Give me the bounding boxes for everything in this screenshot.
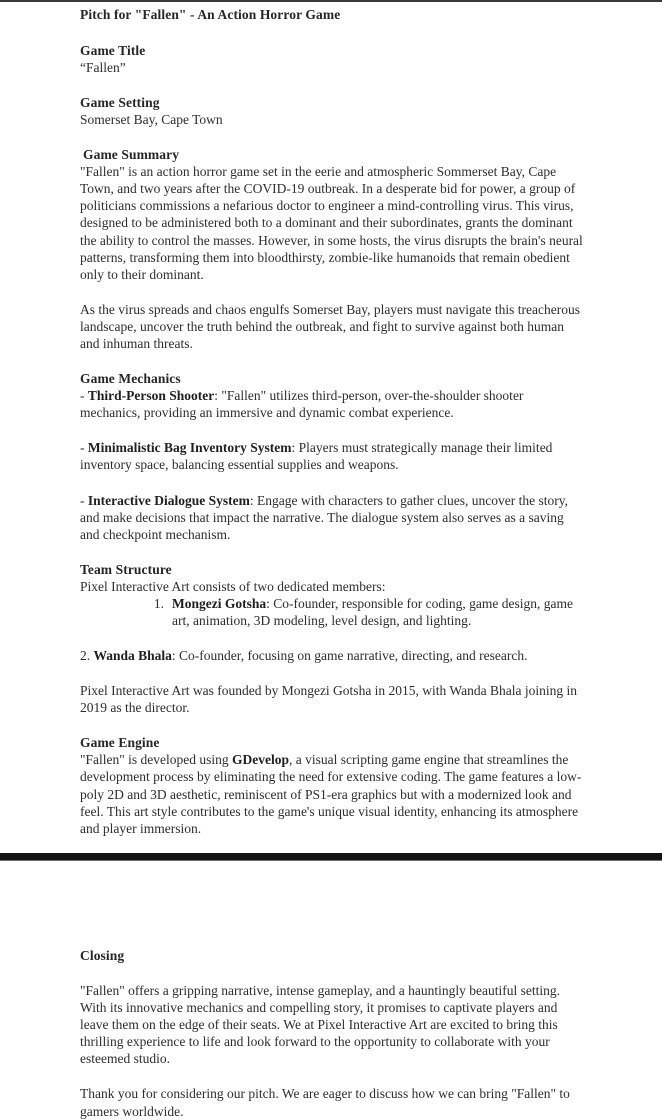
engine-text-after: , a visual scripting game engine that streamlines the development process by eliminating the need for extensive coding. The game features a low-poly 2D and 3D aesthetic, reminiscent of PS1-era graphics but with a modernized look and feel. This art style contributes to the game's unique visual identity, enhancing its atmosphere and player immersion.: [80, 752, 582, 836]
mechanic-text: : "Fallen" utilizes third-person, over-the-shoulder shooter mechanics, providing an immersive and dynamic combat experience.: [80, 388, 524, 421]
mechanic-item: [80, 387, 583, 421]
mechanic-label: Interactive Dialogue System: [87, 492, 250, 508]
mechanic-label: Third-Person Shooter: [87, 388, 215, 404]
engine-text-before: "Fallen" is developed using: [80, 752, 233, 768]
game-summary-paragraph-2: As the virus spreads and chaos engulfs Somerset Bay, players must navigate this treacherous landscape, uncover the truth behind the outbreak, and fight to survive against both human and inhuman threats.: [80, 301, 581, 352]
member-name: Wanda Bhala: [93, 648, 172, 664]
page-title: Pitch for "Fallen" - An Action Horror Game: [80, 7, 341, 22]
mechanic-label: Minimalistic Bag Inventory System: [87, 440, 292, 456]
list-item: [142, 595, 583, 629]
game-setting-value: Somerset Bay, Cape Town: [80, 112, 223, 128]
document-page-one: [0, 2, 662, 853]
list-marker: 2.: [80, 648, 94, 664]
spacer: [80, 76, 583, 94]
team-member-two: [80, 647, 583, 664]
game-engine-paragraph: [80, 751, 583, 836]
document-page-two: [0, 861, 662, 1120]
spacer: [80, 716, 583, 734]
member-name: Mongezi Gotsha: [172, 595, 267, 611]
game-summary-paragraph-1: "Fallen" is an action horror game set in the eerie and atmospheric Sommerset Bay, Cape Town, and two years after the COVID-19 outbreak. In a desperate bid for power, a group of politicians commissions a nefarious doctor to engineer a mind-controlling virus. This virus, designed to be administered both to a dominant and their subordinates, grants the dominant the ability to control the masses. However, in some hosts, the virus disrupts the brain's neural patterns, transforming them into bloodthirsty, zombie-like humanoids that remain obedient only to their dominant.: [80, 164, 583, 282]
section-heading-game-setting: Game Setting: [80, 95, 160, 111]
closing-paragraph-1: "Fallen" offers a gripping narrative, intense gameplay, and a hauntingly beautiful setting. With its innovative mechanics and compelling story, it promises to captivate players and leave them on the edge of their seats. We at Pixel Interactive Art are excited to bring this thrilling experience to life and look forward to the opportunity to collaborate with your esteemed studio.: [80, 983, 561, 1067]
list-marker: 1.: [153, 595, 164, 611]
mechanic-prefix: -: [80, 388, 88, 404]
page-break-separator: [0, 853, 662, 861]
member-role: : Co-founder, focusing on game narrative, directing, and research.: [171, 648, 528, 664]
game-title-value: “Fallen”: [80, 60, 126, 75]
closing-paragraph-2: Thank you for considering our pitch. We are eager to discuss how we can bring "Fallen" to gamers worldwide.: [80, 1086, 570, 1119]
team-structure-intro: Pixel Interactive Art consists of two dedicated members:: [80, 578, 386, 594]
section-heading-team-structure: Team Structure: [80, 561, 172, 577]
section-heading-game-engine: Game Engine: [80, 735, 160, 751]
mechanic-item: [80, 439, 583, 473]
section-heading-game-mechanics: Game Mechanics: [80, 371, 181, 387]
spacer: [80, 352, 583, 370]
engine-name: GDevelop: [232, 752, 290, 768]
founding-note: Pixel Interactive Art was founded by Mongezi Gotsha in 2015, with Wanda Bhala joining in 2019 as the director.: [80, 683, 577, 716]
spacer: [80, 543, 583, 561]
mechanic-text: : Engage with characters to gather clues, uncover the story, and make decisions that impact the narrative. The dialogue system also serves as a saving and checkpoint mechanism.: [80, 492, 568, 542]
member-role: : Co-founder, responsible for coding, game design, game art, animation, 3D modeling, level design, and lighting.: [172, 595, 574, 628]
section-heading-closing: Closing: [80, 948, 125, 963]
section-heading-game-title: Game Title: [80, 43, 146, 58]
section-heading-game-summary: Game Summary: [83, 147, 180, 163]
spacer: [80, 128, 583, 146]
mechanic-text: : Players must strategically manage their limited inventory space, balancing essential supplies and weapons.: [80, 440, 553, 473]
mechanic-prefix: -: [80, 492, 88, 508]
team-member-list: [80, 595, 583, 629]
mechanic-prefix: -: [80, 440, 88, 456]
mechanic-item: [80, 492, 583, 543]
